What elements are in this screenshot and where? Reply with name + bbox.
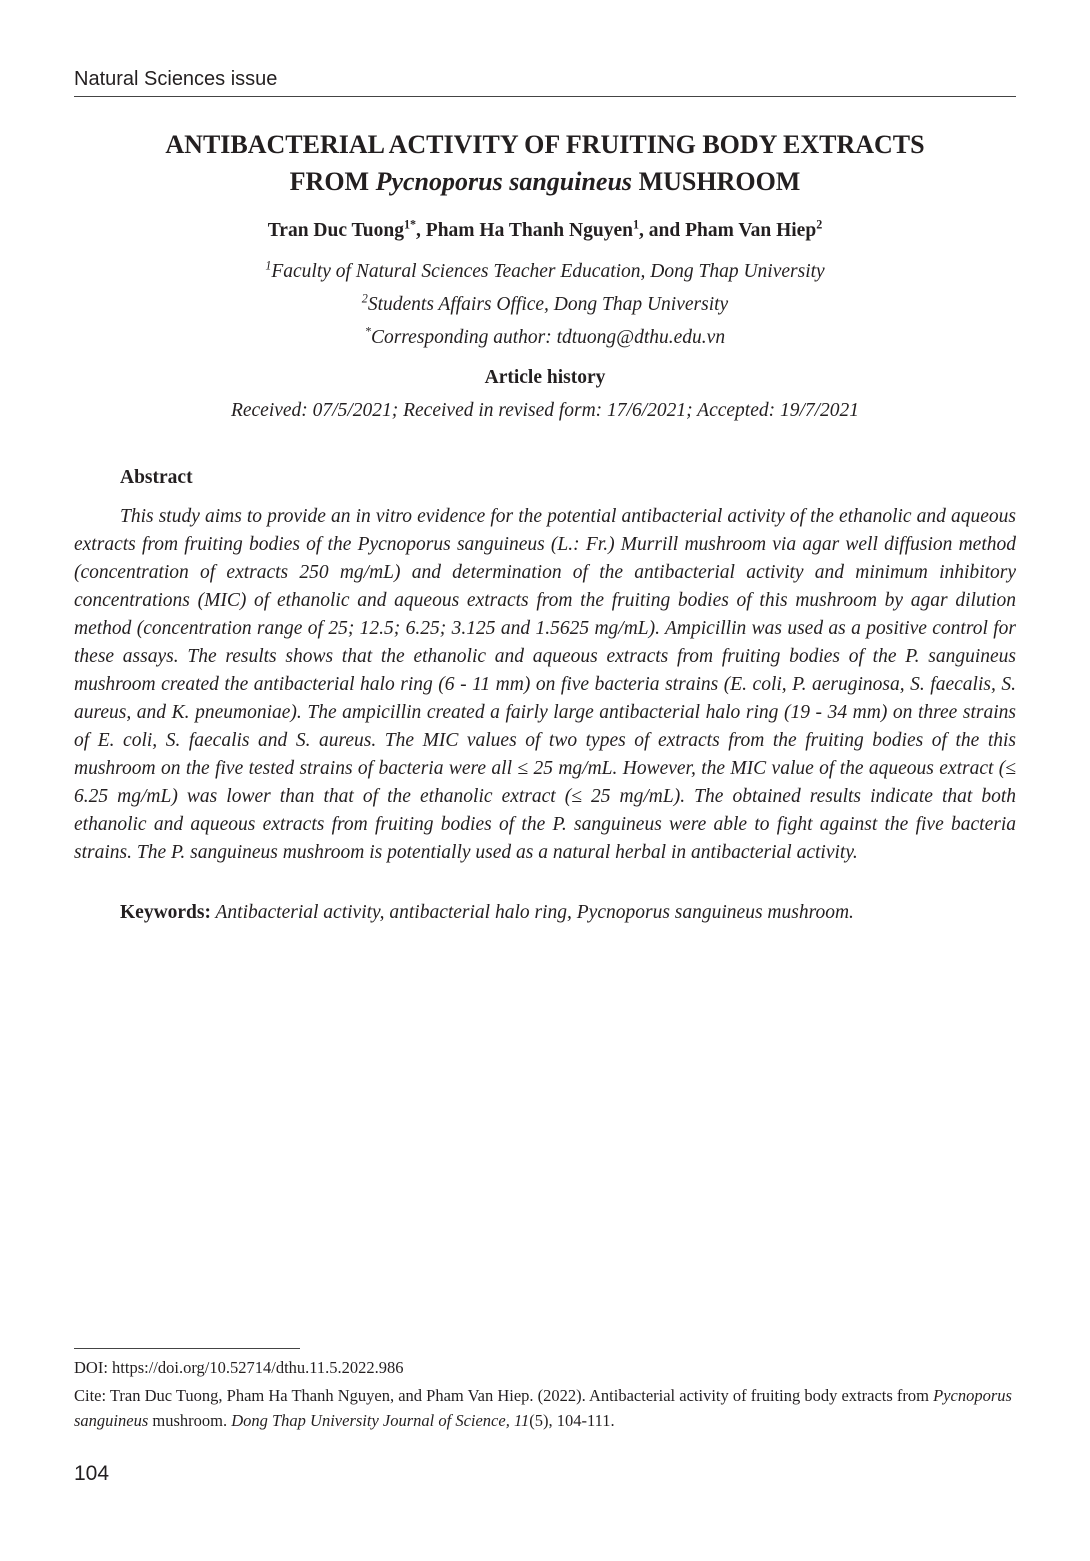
title-line-1: ANTIBACTERIAL ACTIVITY OF FRUITING BODY EXTRACTS <box>165 130 925 159</box>
citation-species: Pycnoporus sanguineus <box>74 1386 1012 1430</box>
doi-line: DOI: https://doi.org/10.52714/dthu.11.5.2022.986 <box>74 1358 404 1377</box>
page-number: 104 <box>74 1462 110 1485</box>
author-name: , Pham Ha Thanh Nguyen <box>416 220 633 241</box>
affiliation-text: Faculty of Natural Sciences Teacher Education, Dong Thap University <box>271 261 825 282</box>
author-affiliation-mark: 1* <box>403 217 417 232</box>
citation-text: Cite: Tran Duc Tuong, Pham Ha Thanh Nguyen, and Pham Van Hiep. (2022). Antibacterial activity of fruiting body extracts from <box>74 1386 934 1405</box>
running-header: Natural Sciences issue <box>74 68 278 90</box>
article-history-heading: Article history <box>484 367 606 388</box>
keywords-label: Keywords: <box>120 902 211 923</box>
title-line-2-prefix: FROM <box>289 167 376 196</box>
footnote-divider <box>74 1348 300 1349</box>
author-name: Tran Duc Tuong <box>267 220 404 241</box>
article-title <box>74 126 1016 200</box>
author-affiliation-mark: 1 <box>632 217 639 232</box>
author-affiliation-mark: 2 <box>816 217 823 232</box>
affiliation-mark: 2 <box>361 291 368 306</box>
corresponding-text: Corresponding author: tdtuong@dthu.edu.vn <box>370 327 726 348</box>
citation-text: mushroom. <box>148 1411 232 1430</box>
article-history-dates: Received: 07/5/2021; Received in revised form: 17/6/2021; Accepted: 19/7/2021 <box>230 400 860 421</box>
citation <box>74 1383 1016 1433</box>
abstract-body: This study aims to provide an in vitro evidence for the potential antibacterial activity of the ethanolic and aqueous extracts from fruiting bodies of the Pycnoporus sanguineus (L.: Fr.) Murrill mushroom via agar well diffusion method (concentration of extracts 250 mg/mL) and determination of the antibacterial activity and minimum inhibitory concentrations (MIC) of ethanolic and aqueous extracts from the fruiting bodies of this mushroom by agar dilution method (concentration range of 25; 12.5; 6.25; 3.125 and 1.5625 mg/mL). Ampicillin was used as a positive control for these assays. The results shows that the ethanolic and aqueous extracts from fruiting bodies of the P. sanguineus mushroom created the antibacterial halo ring (6 - 11 mm) on five bacteria strains (E. coli, P. aeruginosa, S. faecalis, S. aureus, and K. pneumoniae). The ampicillin created a fairly large antibacterial halo ring (19 - 34 mm) on three strains of E. coli, S. faecalis and S. aureus. The MIC values of two types of extracts from the fruiting bodies of the this mushroom on the five tested strains of bacteria were all ≤ 25 mg/mL. However, the MIC value of the aqueous extract (≤ 6.25 mg/mL) was lower than that of the ethanolic extract (≤ 25 mg/mL). The obtained results indicate that both ethanolic and aqueous extracts from fruiting bodies of the P. sanguineus were able to fight against the five bacteria strains. The P. sanguineus mushroom is potentially used as a natural herbal in antibacterial activity. <box>74 506 1016 863</box>
affiliation <box>74 291 1016 316</box>
title-line-2-suffix: MUSHROOM <box>632 167 801 196</box>
title-species: Pycnoporus sanguineus <box>375 167 633 196</box>
abstract-heading: Abstract <box>120 467 193 488</box>
affiliation-text: Students Affairs Office, Dong Thap University <box>367 294 729 315</box>
affiliation-mark: 1 <box>265 258 272 273</box>
corresponding-mark: * <box>364 324 371 339</box>
affiliation <box>74 258 1016 283</box>
author-list <box>74 217 1016 242</box>
corresponding-author <box>74 324 1016 349</box>
citation-text: (5), 104-111. <box>529 1411 615 1430</box>
keywords <box>74 902 1016 924</box>
author-name: , and Pham Van Hiep <box>639 220 817 241</box>
citation-journal: Dong Thap University Journal of Science, 11 <box>231 1411 530 1430</box>
keywords-text: Antibacterial activity, antibacterial halo ring, Pycnoporus sanguineus mushroom. <box>211 902 854 923</box>
header-divider <box>74 96 1016 97</box>
